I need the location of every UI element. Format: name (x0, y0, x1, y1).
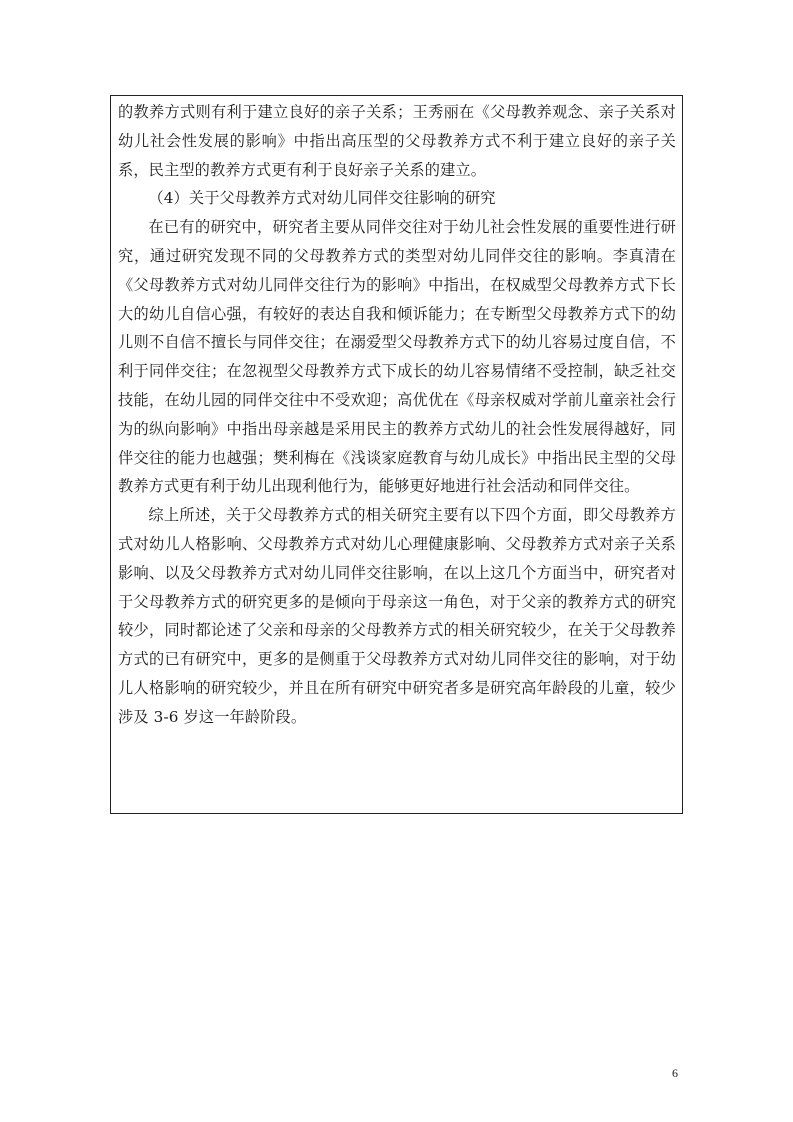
paragraph-summary: 综上所述，关于父母教养方式的相关研究主要有以下四个方面，即父母教养方式对幼儿人格影响、父母教养方式对幼儿心理健康影响、父母教养方式对亲子关系影响、以及父母教养方式对幼儿同伴交往影响，在以上这几个方面当中，研究者对于父母教养方式的研究更多的是倾向于母亲这一角色，对于父亲的教养方式的研究较少，同时都论述了父亲和母亲的父母教养方式的相关研究较少，在关于父母教养方式的已有研究中，更多的是侧重于父母教养方式对幼儿同伴交往的影响，对于幼儿人格影响的研究较少，并且在所有研究中研究者多是研究高年龄段的儿童，较少涉及 3-6 岁这一年龄阶段。 (118, 506, 676, 726)
page-number: 6 (672, 1066, 678, 1080)
section-heading-peer-interaction: （4）关于父母教养方式对幼儿同伴交往影响的研究 (148, 189, 496, 208)
paragraph-parent-child-relationship: 的教养方式则有利于建立良好的亲子关系；王秀丽在《父母教养观念、亲子关系对幼儿社会性发展的影响》中指出高压型的父母教养方式不利于建立良好的亲子关系，民主型的教养方式更有利于良好亲子关系的建立。 (118, 103, 676, 179)
text-frame (110, 95, 683, 814)
paragraph-peer-interaction-research: 在已有的研究中，研究者主要从同伴交往对于幼儿社会性发展的重要性进行研究，通过研究发现不同的父母教养方式的类型对幼儿同伴交往的影响。李真清在《父母教养方式对幼儿同伴交往行为的影响》中指出，在权威型父母教养方式下长大的幼儿自信心强，有较好的表达自我和倾诉能力；在专断型父母教养方式下的幼儿则不自信不擅长与同伴交往；在溺爱型父母教养方式下的幼儿容易过度自信，不利于同伴交往；在忽视型父母教养方式下成长的幼儿容易情绪不受控制，缺乏社交技能，在幼儿园的同伴交往中不受欢迎；高优优在《母亲权威对学前儿童亲社会行为的纵向影响》中指出母亲越是采用民主的教养方式幼儿的社会性发展得越好，同伴交往的能力也越强；樊利梅在《浅谈家庭教育与幼儿成长》中指出民主型的父母教养方式更有利于幼儿出现利他行为，能够更好地进行社会活动和同伴交往。 (118, 218, 676, 496)
